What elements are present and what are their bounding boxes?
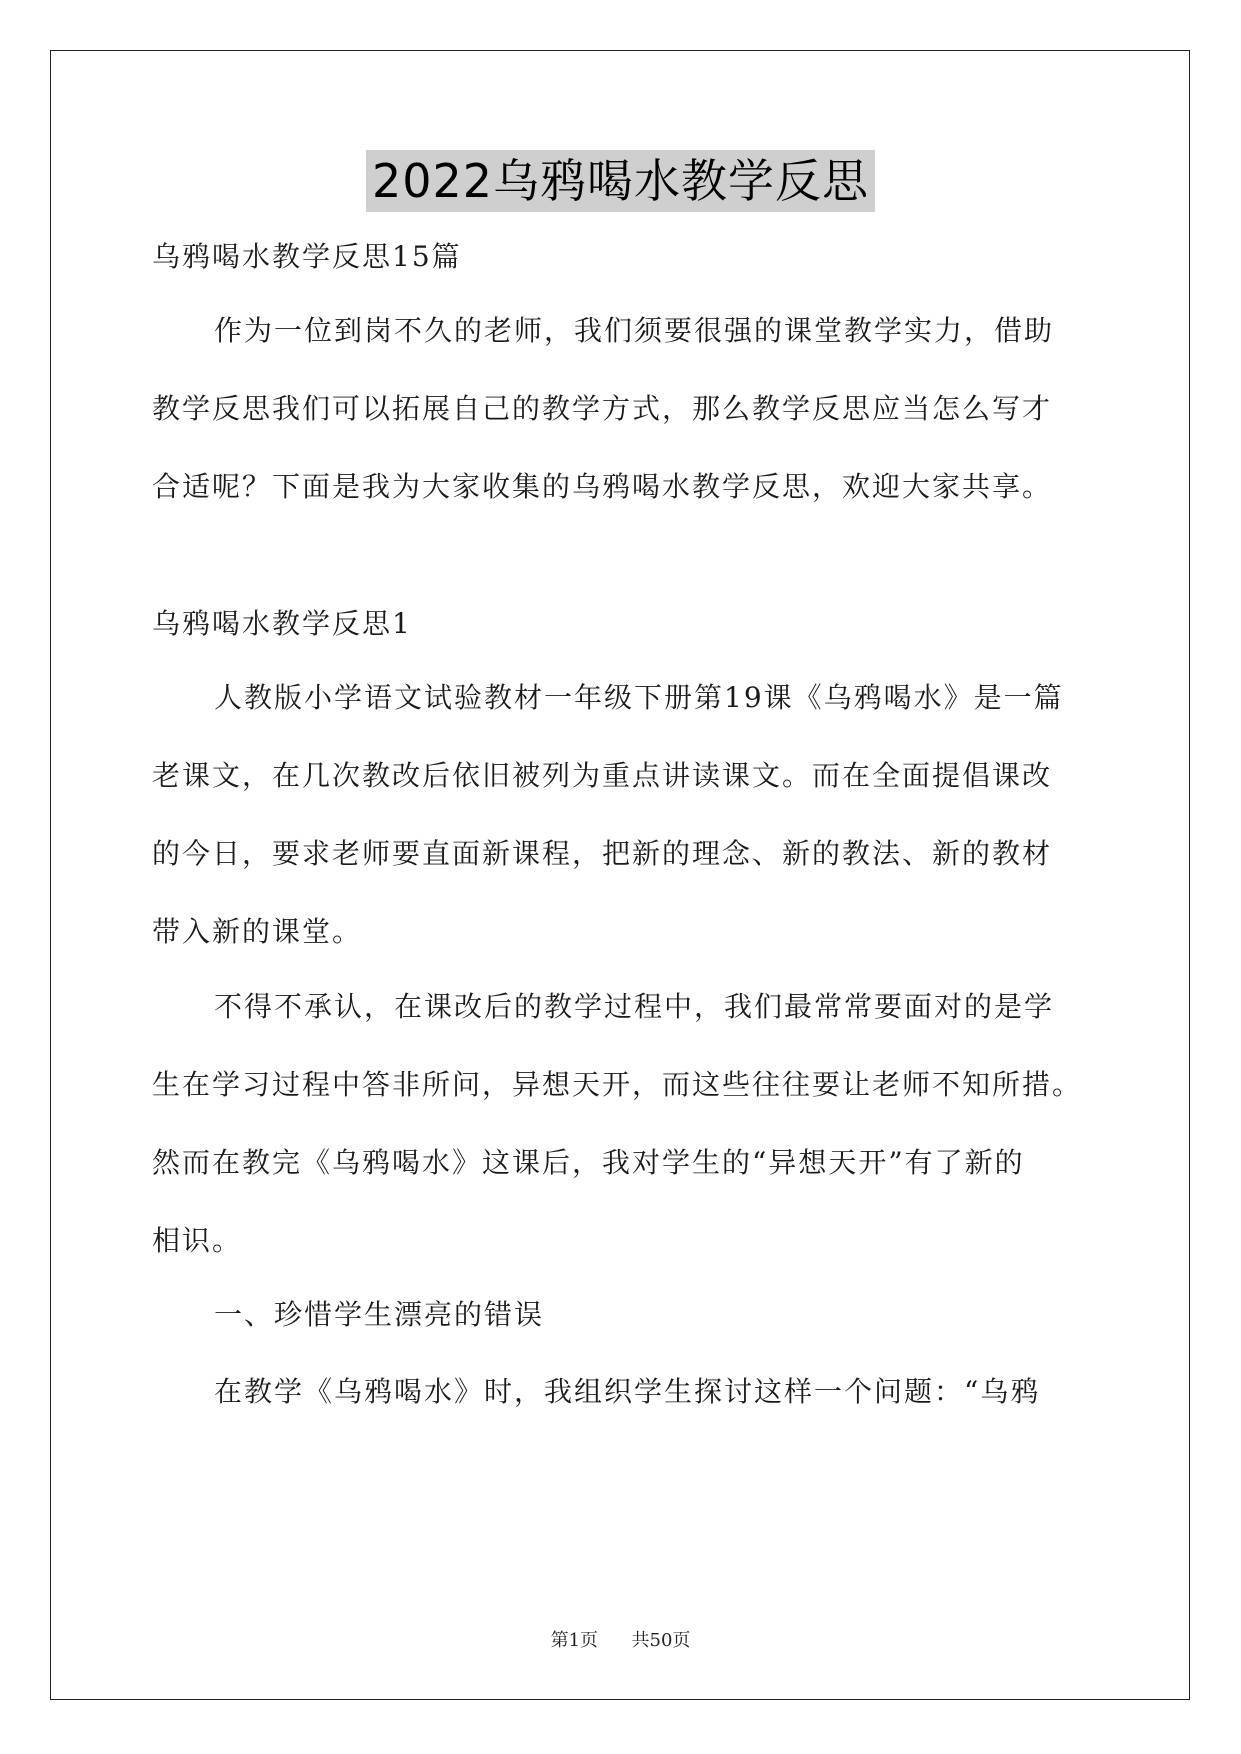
- title-container: [0, 150, 1241, 212]
- page-number: 第1页: [550, 1630, 599, 1651]
- page-footer: [0, 1630, 1241, 1652]
- page-total: 共50页: [631, 1630, 691, 1651]
- paragraph-line: 老课文，在几次教改后依旧被列为重点讲读课文。而在全面提倡课改: [152, 759, 1053, 792]
- paragraph-line: 的今日，要求老师要直面新课程，把新的理念、新的教法、新的教材: [152, 837, 1053, 870]
- paragraph-line: 在教学《乌鸦喝水》时，我组织学生探讨这样一个问题：“乌鸦: [214, 1375, 1041, 1408]
- paragraph-line: 然而在教完《乌鸦喝水》这课后，我对学生的“异想天开”有了新的: [152, 1146, 1025, 1179]
- paragraph-line: 带入新的课堂。: [152, 915, 363, 948]
- paragraph-line: 相识。: [152, 1224, 243, 1257]
- document-title: 2022乌鸦喝水教学反思: [366, 150, 875, 212]
- paragraph-line: 教学反思我们可以拓展自己的教学方式，那么教学反思应当怎么写才: [152, 392, 1053, 425]
- paragraph-line: 生在学习过程中答非所问，异想天开，而这些往往要让老师不知所措。: [152, 1068, 1083, 1101]
- page-border: [50, 50, 1190, 1700]
- paragraph-line: 合适呢？下面是我为大家收集的乌鸦喝水教学反思，欢迎大家共享。: [152, 470, 1053, 503]
- section-heading: 乌鸦喝水教学反思15篇: [152, 240, 462, 273]
- subsection-heading: 一、珍惜学生漂亮的错误: [214, 1298, 545, 1331]
- paragraph-line: 作为一位到岗不久的老师，我们须要很强的课堂教学实力，借助: [214, 314, 1055, 347]
- section-heading: 乌鸦喝水教学反思1: [152, 607, 412, 640]
- paragraph-line: 人教版小学语文试验教材一年级下册第19课《乌鸦喝水》是一篇: [214, 681, 1064, 714]
- paragraph-line: 不得不承认，在课改后的教学过程中，我们最常常要面对的是学: [214, 990, 1055, 1023]
